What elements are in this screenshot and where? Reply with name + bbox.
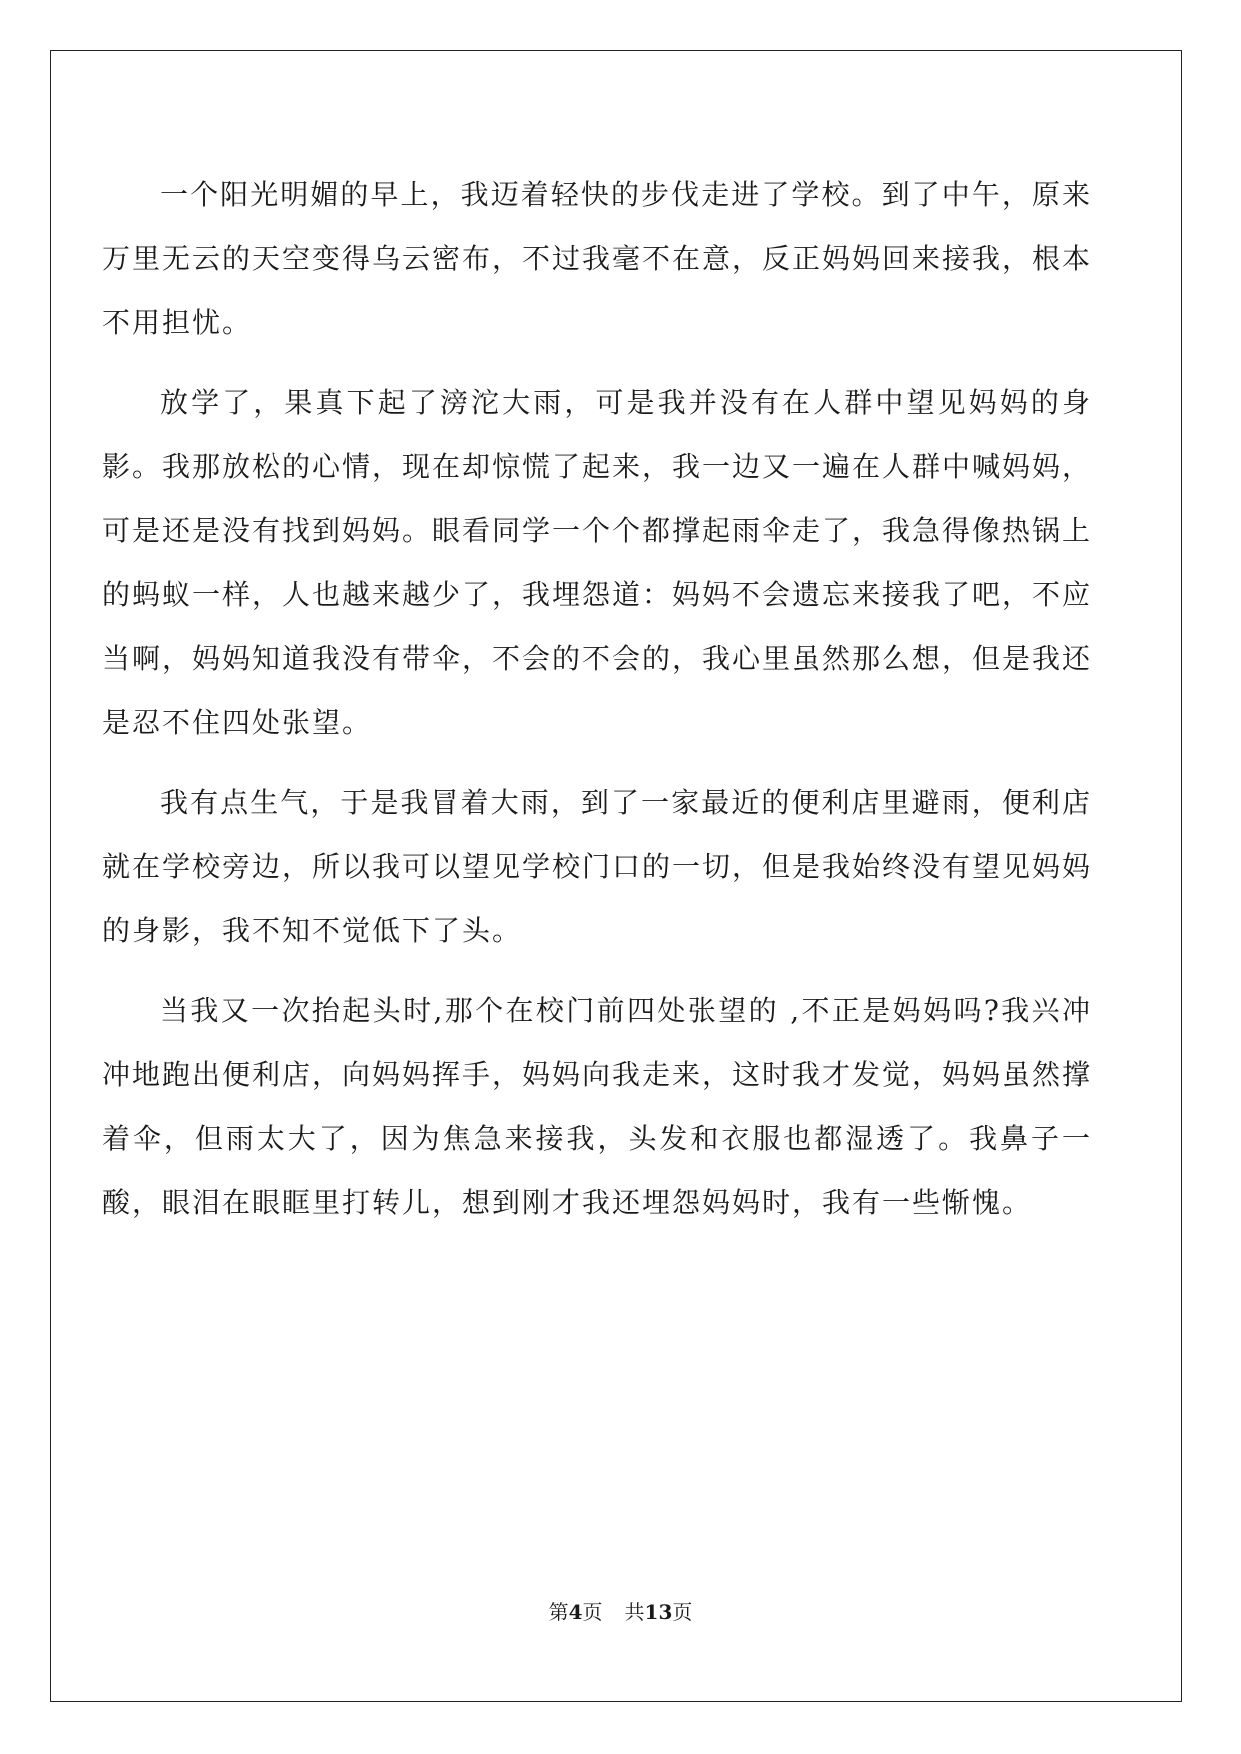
document-body <box>102 163 1092 1251</box>
paragraph-4: 当我又一次抬起头时,那个在校门前四处张望的 ,不正是妈妈吗?我兴冲冲地跑出便利店，向妈妈挥手，妈妈向我走来，这时我才发觉，妈妈虽然撑着伞，但雨太大了，因为焦急来接我，头发和衣服也都湿透了。我鼻子一酸，眼泪在眼眶里打转儿，想到刚才我还埋怨妈妈时，我有一些惭愧。 <box>102 994 1093 1219</box>
footer-total-pages: 13 <box>644 1600 673 1624</box>
footer-total-suffix: 页 <box>672 1600 693 1624</box>
footer-prefix: 第 <box>548 1600 569 1624</box>
footer-page-suffix: 页 <box>582 1600 603 1624</box>
footer-page-number: 4 <box>568 1600 583 1624</box>
paragraph-2: 放学了，果真下起了滂沱大雨，可是我并没有在人群中望见妈妈的身影。我那放松的心情，现在却惊慌了起来，我一边又一遍在人群中喊妈妈，可是还是没有找到妈妈。眼看同学一个个都撑起雨伞走了，我急得像热锅上的蚂蚁一样，人也越来越少了，我埋怨道：妈妈不会遗忘来接我了吧，不应当啊，妈妈知道我没有带伞，不会的不会的，我心里虽然那么想，但是我还是忍不住四处张望。 <box>102 386 1093 739</box>
footer-total-prefix: 共 <box>624 1600 645 1624</box>
paragraph-3: 我有点生气，于是我冒着大雨，到了一家最近的便利店里避雨，便利店就在学校旁边，所以我可以望见学校门口的一切，但是我始终没有望见妈妈的身影，我不知不觉低下了头。 <box>102 786 1093 947</box>
paragraph-1: 一个阳光明媚的早上，我迈着轻快的步伐走进了学校。到了中午，原来万里无云的天空变得乌云密布，不过我毫不在意，反正妈妈回来接我，根本不用担忧。 <box>102 178 1093 339</box>
page-footer <box>0 1600 1241 1624</box>
